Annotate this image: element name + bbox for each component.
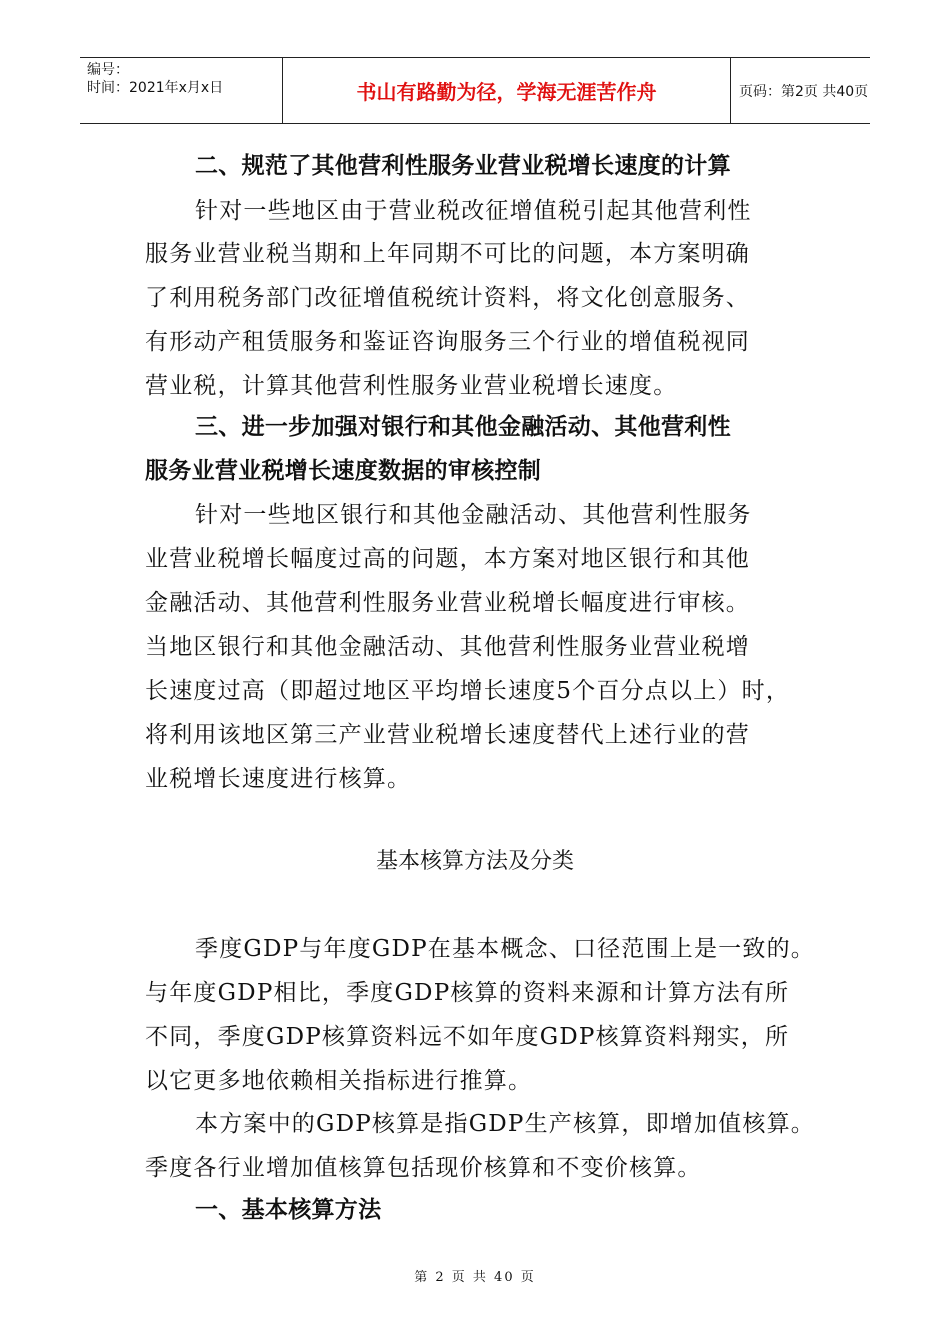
section3-line: 针对一些地区银行和其他金融活动、其他营利性服务 bbox=[195, 502, 752, 528]
header-page-info: 页码：第2页 共40页 bbox=[739, 83, 869, 100]
basic-para1-line: 不同，季度GDP核算资料远不如年度GDP核算资料翔实，所 bbox=[145, 1024, 790, 1050]
basic-section-title: 基本核算方法及分类 bbox=[375, 849, 574, 874]
basic-para2-line: 季度各行业增加值核算包括现价核算和不变价核算。 bbox=[145, 1155, 702, 1181]
section2-line: 有形动产租赁服务和鉴证咨询服务三个行业的增值税视同 bbox=[145, 329, 750, 355]
section3-line: 业营业税增长幅度过高的问题，本方案对地区银行和其他 bbox=[145, 546, 750, 572]
basic-subheading: 一、基本核算方法 bbox=[195, 1197, 382, 1223]
section3-line: 将利用该地区第三产业营业税增长速度替代上述行业的营 bbox=[145, 722, 750, 748]
section3-line: 长速度过高（即超过地区平均增长速度5个百分点以上）时， bbox=[145, 678, 791, 704]
header-meta bbox=[80, 58, 283, 123]
section3-line: 金融活动、其他营利性服务业营业税增长幅度进行审核。 bbox=[145, 590, 750, 616]
time-label: 时间：2021年x月x日 bbox=[87, 80, 224, 96]
header-motto-cell bbox=[283, 58, 731, 123]
page-footer: 第 2 页 共 40 页 bbox=[414, 1270, 536, 1285]
section2-line: 服务业营业税当期和上年同期不可比的问题，本方案明确 bbox=[145, 241, 750, 267]
basic-para1-line: 以它更多地依赖相关指标进行推算。 bbox=[145, 1068, 533, 1094]
section2-line: 了利用税务部门改征增值税统计资料，将文化创意服务、 bbox=[145, 285, 750, 311]
section3-line: 业税增长速度进行核算。 bbox=[145, 766, 412, 792]
motto-text: 书山有路勤为径，学海无涯苦作舟 bbox=[356, 80, 657, 104]
section2-heading: 二、规范了其他营利性服务业营业税增长速度的计算 bbox=[195, 153, 731, 179]
section3-heading: 服务业营业税增长速度数据的审核控制 bbox=[145, 458, 542, 484]
basic-para1-line: 季度GDP与年度GDP在基本概念、口径范围上是一致的。 bbox=[195, 936, 815, 962]
document-header bbox=[80, 57, 870, 124]
section2-line: 针对一些地区由于营业税改征增值税引起其他营利性 bbox=[195, 198, 752, 224]
basic-para1-line: 与年度GDP相比，季度GDP核算的资料来源和计算方法有所 bbox=[145, 980, 790, 1006]
number-label: 编号： bbox=[87, 62, 129, 78]
section2-line: 营业税，计算其他营利性服务业营业税增长速度。 bbox=[145, 373, 678, 399]
section3-heading: 三、进一步加强对银行和其他金融活动、其他营利性 bbox=[195, 414, 731, 440]
basic-para2-line: 本方案中的GDP核算是指GDP生产核算，即增加值核算。 bbox=[195, 1111, 815, 1137]
section3-line: 当地区银行和其他金融活动、其他营利性服务业营业税增 bbox=[145, 634, 750, 660]
